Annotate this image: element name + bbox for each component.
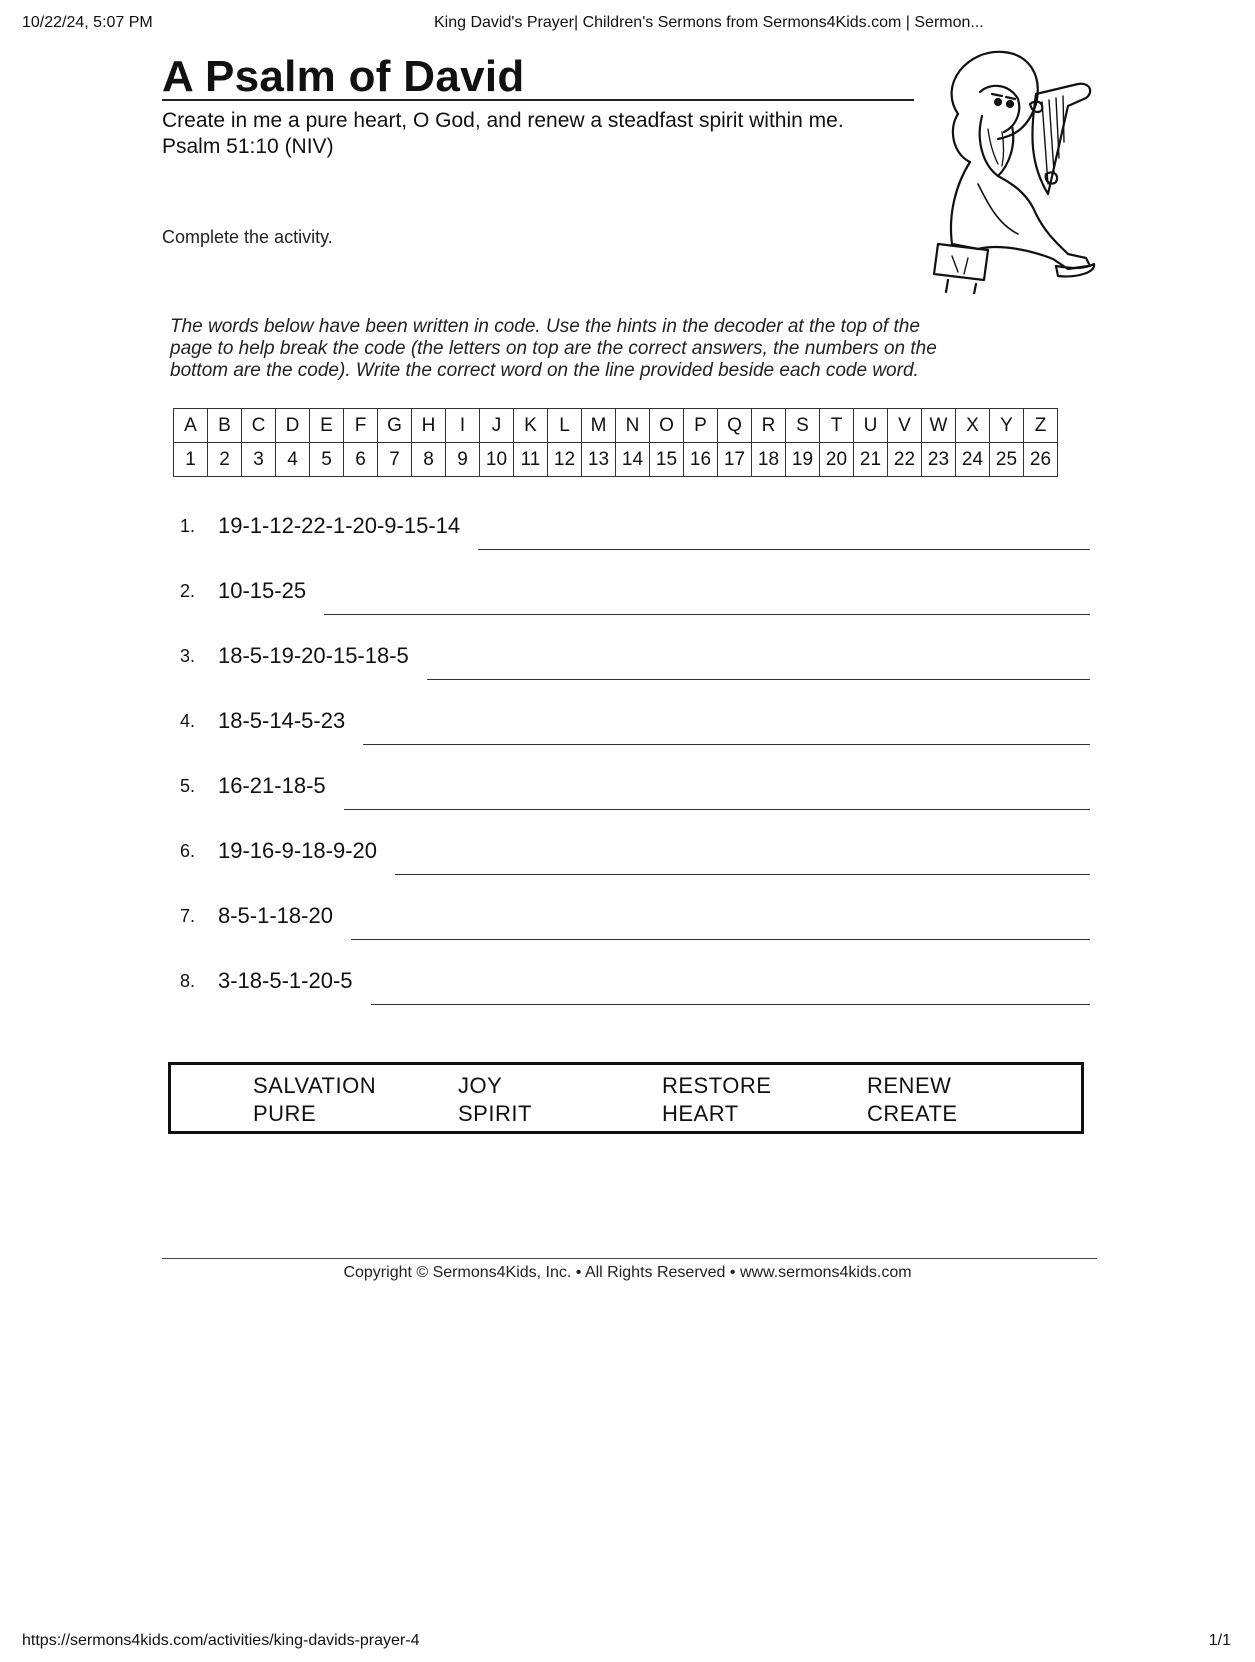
decoder-number-cell: 19 (786, 443, 820, 477)
verse-text (162, 108, 844, 160)
answer-line[interactable] (427, 679, 1090, 680)
print-url: https://sermons4kids.com/activities/king-davids-prayer-4 (22, 1632, 420, 1649)
decoder-number-cell: 5 (310, 443, 344, 477)
answer-line[interactable] (344, 809, 1090, 810)
decoder-letter-cell: J (480, 409, 514, 443)
code-instructions (170, 316, 1020, 382)
code-word-row (180, 835, 1090, 875)
decoder-number-cell: 20 (820, 443, 854, 477)
question-number: 6. (180, 841, 196, 861)
word-bank-word: CREATE (867, 1101, 958, 1126)
code-word-row (180, 640, 1090, 680)
code-word-row (180, 965, 1090, 1005)
code-word-row (180, 510, 1090, 550)
decoder-number-cell: 17 (718, 443, 752, 477)
decoder-letters-row (174, 409, 1058, 443)
decoder-letter-cell: P (684, 409, 718, 443)
code-word: 19-16-9-18-9-20 (218, 838, 377, 863)
decoder-number-cell: 9 (446, 443, 480, 477)
decoder-letter-cell: A (174, 409, 208, 443)
question-number: 7. (180, 906, 196, 926)
decoder-letter-cell: I (446, 409, 480, 443)
code-instructions-line: bottom are the code). Write the correct word on the line provided beside each code word. (170, 360, 919, 381)
decoder-number-cell: 12 (548, 443, 582, 477)
question-number: 3. (180, 646, 196, 666)
code-word: 3-18-5-1-20-5 (218, 968, 353, 993)
word-bank-word: RENEW (867, 1073, 952, 1098)
decoder-letter-cell: Q (718, 409, 752, 443)
decoder-letter-cell: H (412, 409, 446, 443)
worksheet-title: A Psalm of David (162, 52, 525, 101)
code-instructions-line: The words below have been written in code. Use the hints in the decoder at the top of the (170, 316, 920, 337)
decoder-letter-cell: X (956, 409, 990, 443)
answer-line[interactable] (478, 549, 1090, 550)
decoder-letter-cell: M (582, 409, 616, 443)
answer-line[interactable] (324, 614, 1090, 615)
decoder-table (173, 408, 1058, 477)
answer-line[interactable] (395, 874, 1090, 875)
decoder-number-cell: 7 (378, 443, 412, 477)
decoder-letter-cell: L (548, 409, 582, 443)
code-instructions-line: page to help break the code (the letters on top are the correct answers, the numbers on the (170, 338, 937, 359)
decoder-letter-cell: F (344, 409, 378, 443)
code-word-row (180, 770, 1090, 810)
decoder-letter-cell: U (854, 409, 888, 443)
decoder-number-cell: 3 (242, 443, 276, 477)
question-number: 8. (180, 971, 196, 991)
decoder-number-cell: 14 (616, 443, 650, 477)
print-page-title: King David's Prayer| Children's Sermons from Sermons4Kids.com | Sermon... (434, 14, 984, 31)
print-date: 10/22/24, 5:07 PM (22, 14, 153, 31)
decoder-number-cell: 24 (956, 443, 990, 477)
word-bank-word: SPIRIT (458, 1101, 532, 1126)
decoder-number-cell: 1 (174, 443, 208, 477)
decoder-number-cell: 16 (684, 443, 718, 477)
activity-instruction: Complete the activity. (162, 227, 333, 247)
decoder-letter-cell: T (820, 409, 854, 443)
code-word: 19-1-12-22-1-20-9-15-14 (218, 513, 461, 538)
code-word: 8-5-1-18-20 (218, 903, 333, 928)
decoder-numbers-row (174, 443, 1058, 477)
copyright-notice: Copyright © Sermons4Kids, Inc. • All Rights Reserved • www.sermons4kids.com (343, 1264, 912, 1281)
decoder-letter-cell: C (242, 409, 276, 443)
decoder-letter-cell: S (786, 409, 820, 443)
verse-line: Create in me a pure heart, O God, and renew a steadfast spirit within me. (162, 109, 844, 132)
word-bank-word: SALVATION (253, 1073, 377, 1098)
decoder-number-cell: 18 (752, 443, 786, 477)
decoder-number-cell: 2 (208, 443, 242, 477)
decoder-letter-cell: E (310, 409, 344, 443)
print-page-number: 1/1 (1208, 1632, 1231, 1649)
code-word: 10-15-25 (218, 578, 307, 603)
decoder-number-cell: 4 (276, 443, 310, 477)
question-number: 5. (180, 776, 196, 796)
answer-line[interactable] (371, 1004, 1090, 1005)
word-bank-word: HEART (662, 1101, 739, 1126)
decoder-number-cell: 25 (990, 443, 1024, 477)
david-harp-illustration (918, 44, 1098, 294)
footer-divider (162, 1258, 1097, 1259)
decoder-letter-cell: Z (1024, 409, 1058, 443)
decoder-letter-cell: V (888, 409, 922, 443)
decoder-number-cell: 10 (480, 443, 514, 477)
verse-reference: Psalm 51:10 (NIV) (162, 135, 334, 158)
code-word-row (180, 705, 1090, 745)
decoder-number-cell: 6 (344, 443, 378, 477)
decoder-number-cell: 15 (650, 443, 684, 477)
code-word: 16-21-18-5 (218, 773, 326, 798)
decoder-letter-cell: B (208, 409, 242, 443)
decoder-number-cell: 21 (854, 443, 888, 477)
decoder-number-cell: 23 (922, 443, 956, 477)
decoder-number-cell: 13 (582, 443, 616, 477)
word-bank (168, 1062, 1084, 1134)
word-bank-word: JOY (458, 1073, 503, 1098)
decoder-letter-cell: N (616, 409, 650, 443)
decoder-letter-cell: W (922, 409, 956, 443)
word-bank-word: PURE (253, 1101, 317, 1126)
decoder-number-cell: 8 (412, 443, 446, 477)
code-word-row (180, 575, 1090, 615)
question-number: 2. (180, 581, 196, 601)
answer-line[interactable] (351, 939, 1090, 940)
decoder-letter-cell: D (276, 409, 310, 443)
decoder-number-cell: 26 (1024, 443, 1058, 477)
code-word-row (180, 900, 1090, 940)
code-word: 18-5-19-20-15-18-5 (218, 643, 409, 668)
question-number: 1. (180, 516, 196, 536)
decoder-letter-cell: O (650, 409, 684, 443)
title-underline (162, 99, 914, 101)
question-number: 4. (180, 711, 196, 731)
decoder-number-cell: 11 (514, 443, 548, 477)
answer-line[interactable] (363, 744, 1090, 745)
code-word: 18-5-14-5-23 (218, 708, 346, 733)
decoder-number-cell: 22 (888, 443, 922, 477)
decoder-letter-cell: G (378, 409, 412, 443)
word-bank-word: RESTORE (662, 1073, 772, 1098)
decoder-letter-cell: Y (990, 409, 1024, 443)
decoder-letter-cell: K (514, 409, 548, 443)
decoder-letter-cell: R (752, 409, 786, 443)
